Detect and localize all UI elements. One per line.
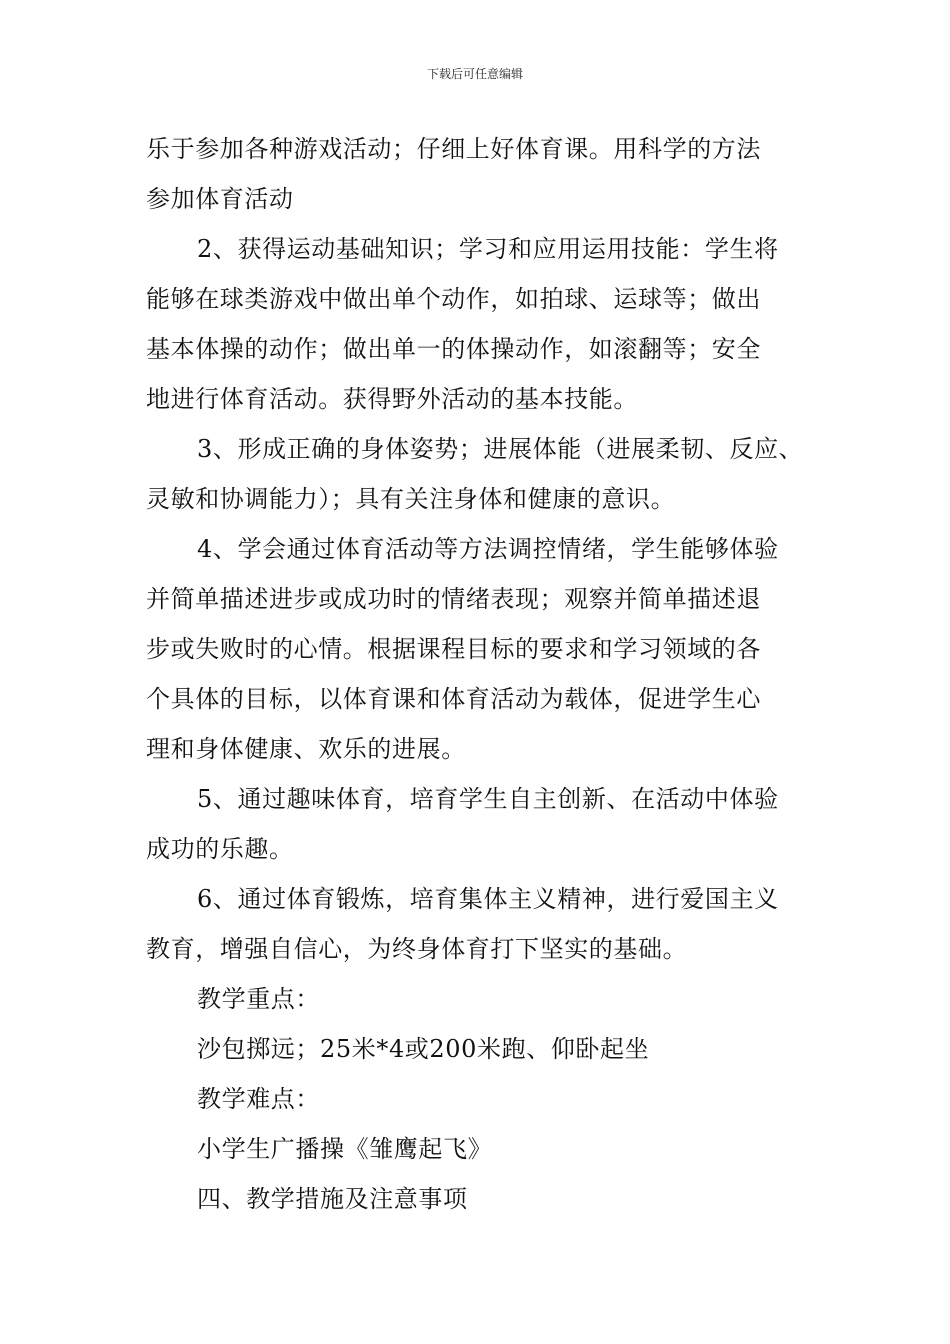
paragraph-line: 地进行体育活动。获得野外活动的基本技能。 (146, 385, 638, 413)
paragraph-line: 3、形成正确的身体姿势；进展体能（进展柔韧、反应、 (197, 435, 804, 463)
paragraph-line: 4、学会通过体育活动等方法调控情绪，学生能够体验 (197, 535, 779, 563)
paragraph-line: 基本体操的动作；做出单一的体操动作，如滚翻等；安全 (146, 335, 761, 363)
paragraph-line: 成功的乐趣。 (146, 835, 294, 863)
document-body (146, 124, 826, 1224)
key-points-content: 沙包掷远；25米*4或200米跑、仰卧起坐 (197, 1035, 650, 1063)
paragraph-line: 步或失败时的心情。根据课程目标的要求和学习领域的各 (146, 635, 761, 663)
section-heading: 四、教学措施及注意事项 (197, 1185, 468, 1213)
paragraph-line: 并简单描述进步或成功时的情绪表现；观察并简单描述退 (146, 585, 761, 613)
paragraph-line: 灵敏和协调能力）；具有关注身体和健康的意识。 (146, 485, 676, 513)
paragraph-line: 理和身体健康、欢乐的进展。 (146, 735, 466, 763)
paragraph-line: 参加体育活动 (146, 185, 294, 213)
paragraph-line: 2、获得运动基础知识；学习和应用运用技能：学生将 (197, 235, 779, 263)
paragraph-line: 5、通过趣味体育，培育学生自主创新、在活动中体验 (197, 785, 779, 813)
difficulties-content: 小学生广播操《雏鹰起飞》 (197, 1135, 493, 1163)
paragraph-line: 6、通过体育锻炼，培育集体主义精神，进行爱国主义 (197, 885, 779, 913)
paragraph-line: 教育，增强自信心，为终身体育打下坚实的基础。 (146, 935, 688, 963)
paragraph-line: 乐于参加各种游戏活动；仔细上好体育课。用科学的方法 (146, 135, 761, 163)
paragraph-line: 能够在球类游戏中做出单个动作，如拍球、运球等；做出 (146, 285, 761, 313)
paragraph-line: 个具体的目标，以体育课和体育活动为载体，促进学生心 (146, 685, 761, 713)
section-label-key-points: 教学重点： (197, 985, 320, 1013)
section-label-difficulties: 教学难点： (197, 1085, 320, 1113)
page-header: 下载后可任意编辑 (426, 67, 523, 81)
